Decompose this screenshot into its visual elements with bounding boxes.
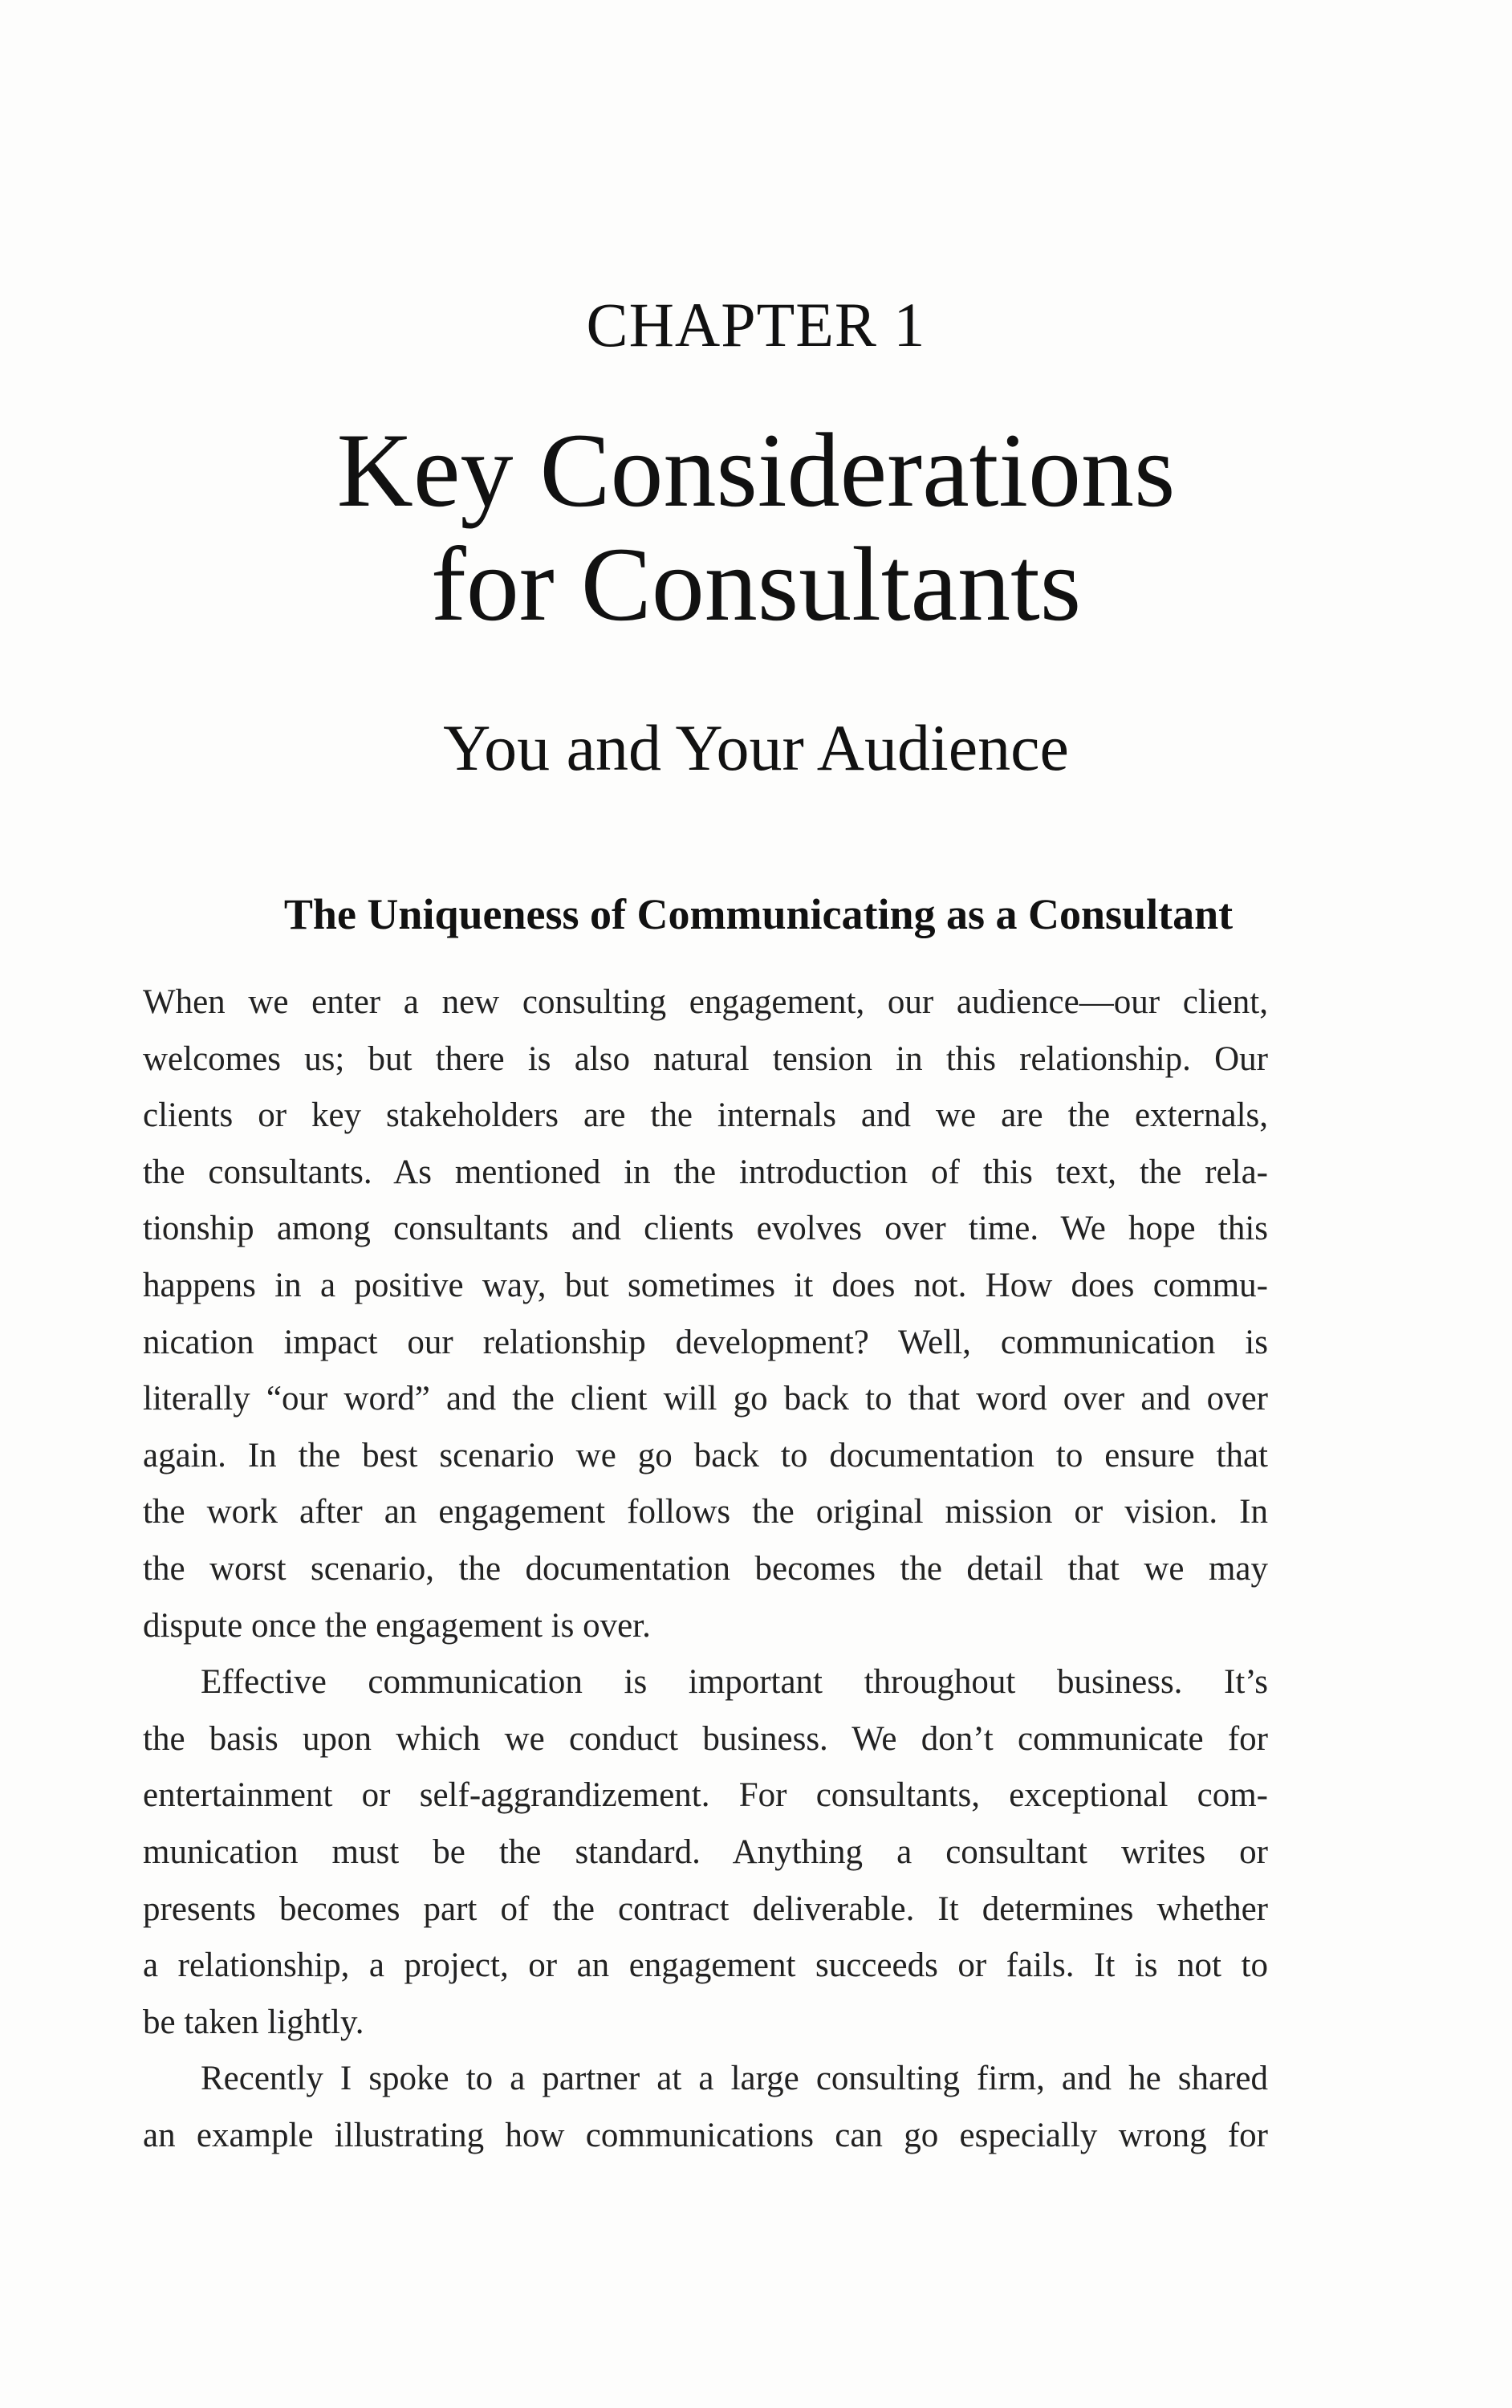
chapter-label: CHAPTER 1 xyxy=(586,290,926,360)
chapter-title-line-2: for Consultants xyxy=(430,525,1082,643)
body-line: Recently I spoke to a partner at a large consulting firm, and he shared xyxy=(201,2060,1268,2098)
chapter-title xyxy=(0,413,1512,641)
body-line: the consultants. As mentioned in the introduction of this text, the rela- xyxy=(143,1153,1268,1191)
body-text xyxy=(143,974,1268,2164)
body-line: munication must be the standard. Anything a consultant writes or xyxy=(143,1832,1268,1871)
body-line: nication impact our relationship development? Well, communication is xyxy=(143,1323,1268,1361)
body-line: be taken lightly. xyxy=(143,2003,364,2041)
body-line: happens in a positive way, but sometimes it does not. How does commu- xyxy=(143,1266,1268,1304)
body-line: the basis upon which we conduct business. We don’t communicate for xyxy=(143,1719,1268,1758)
body-line: dispute once the engagement is over. xyxy=(143,1606,651,1645)
section-heading: You and Your Audience xyxy=(443,711,1069,784)
body-line: presents becomes part of the contract deliverable. It determines whether xyxy=(143,1889,1268,1928)
body-line: clients or key stakeholders are the internals and we are the externals, xyxy=(143,1096,1268,1135)
chapter-title-line-1: Key Considerations xyxy=(336,411,1176,529)
subsection-heading: The Uniqueness of Communicating as a Consultant xyxy=(283,890,1234,938)
body-line: entertainment or self-aggrandizement. For consultants, exceptional com- xyxy=(143,1776,1268,1815)
body-line: again. In the best scenario we go back to documentation to ensure that xyxy=(143,1436,1268,1474)
body-line: the worst scenario, the documentation becomes the detail that we may xyxy=(143,1549,1268,1588)
body-line: a relationship, a project, or an engagement succeeds or fails. It is not to xyxy=(143,1946,1268,1985)
body-line: welcomes us; but there is also natural tension in this relationship. Our xyxy=(143,1039,1268,1078)
body-line: When we enter a new consulting engagement, our audience—our client, xyxy=(143,983,1268,1021)
body-line: an example illustrating how communications can go especially wrong for xyxy=(143,2116,1268,2154)
body-line: the work after an engagement follows the original mission or vision. In xyxy=(143,1493,1268,1531)
body-line: tionship among consultants and clients evolves over time. We hope this xyxy=(143,1210,1268,1248)
body-line: Effective communication is important throughout business. It’s xyxy=(201,1663,1268,1702)
body-line: literally “our word” and the client will go back to that word over and over xyxy=(143,1380,1268,1418)
